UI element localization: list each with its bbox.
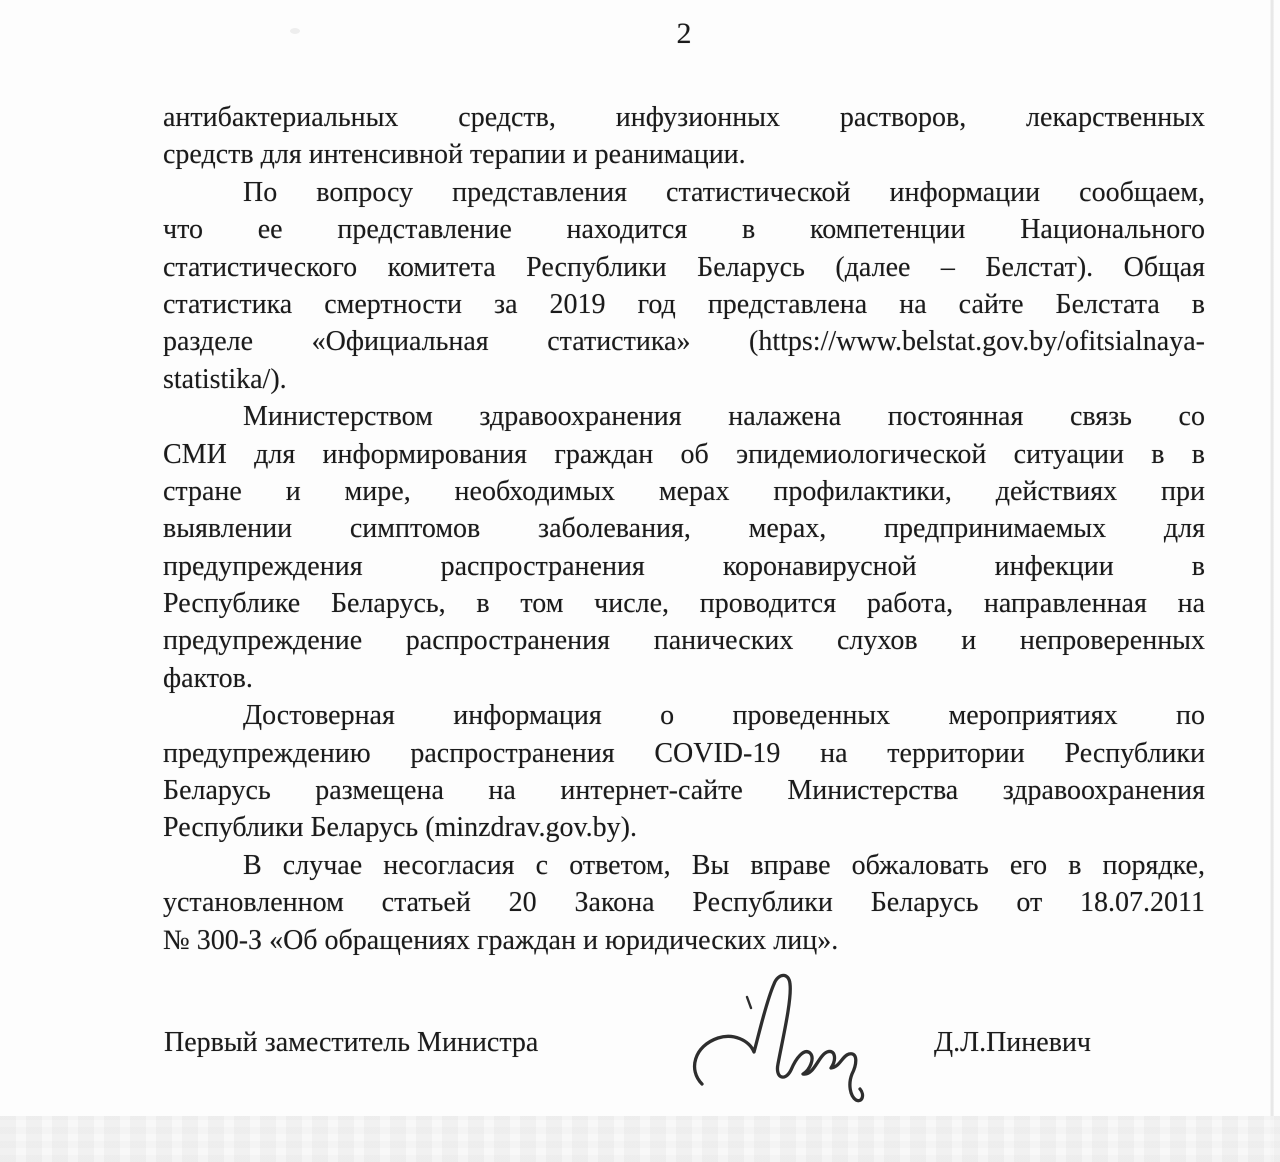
text-line: статистического комитета Республики Беларусь (далее – Белстат). Общая bbox=[163, 251, 1205, 283]
text-line: statistika/). bbox=[163, 363, 287, 395]
text-line: фактов. bbox=[163, 662, 253, 694]
paragraph bbox=[163, 99, 1205, 174]
paragraph bbox=[163, 697, 1205, 847]
text-line: установленном статьей 20 Закона Республики Беларусь от 18.07.2011 bbox=[163, 887, 1205, 919]
text-line: предупреждения распространения коронавирусной инфекции в bbox=[163, 550, 1205, 582]
text-line: Достоверная информация о проведенных мероприятиях по bbox=[243, 700, 1205, 732]
text-line: Министерством здравоохранения налажена постоянная связь со bbox=[243, 401, 1205, 433]
text-line: стране и мире, необходимых мерах профилактики, действиях при bbox=[163, 475, 1205, 507]
paragraph bbox=[163, 398, 1205, 697]
text-line: СМИ для информирования граждан об эпидемиологической ситуации в в bbox=[163, 438, 1205, 470]
text-line: предупреждению распространения COVID-19 на территории Республики bbox=[163, 737, 1205, 769]
text-line: разделе «Официальная статистика» (https://www.belstat.gov.by/ofitsialnaya- bbox=[163, 326, 1205, 358]
paragraph bbox=[163, 847, 1205, 959]
signatory-title: Первый заместитель Министра bbox=[164, 1027, 539, 1058]
text-line: По вопросу представления статистической информации сообщаем, bbox=[243, 176, 1205, 208]
text-line: средств для интенсивной терапии и реанимации. bbox=[163, 139, 746, 171]
text-line: В случае несогласия с ответом, Вы вправе обжаловать его в порядке, bbox=[243, 849, 1205, 881]
text-line: № 300-З «Об обращениях граждан и юридических лиц». bbox=[163, 924, 839, 956]
text-line: статистика смертности за 2019 год представлена на сайте Белстата в bbox=[163, 288, 1205, 320]
text-line: Беларусь размещена на интернет-сайте Министерства здравоохранения bbox=[163, 775, 1205, 807]
scan-smudge-artifact bbox=[290, 28, 300, 34]
document-body-text bbox=[163, 99, 1205, 959]
text-line: предупреждение распространения панических слухов и непроверенных bbox=[163, 625, 1205, 657]
text-line: Республике Беларусь, в том числе, проводится работа, направленная на bbox=[163, 588, 1205, 620]
text-line: что ее представление находится в компетенции Национального bbox=[163, 214, 1205, 246]
scan-bottom-texture-artifact bbox=[0, 1116, 1280, 1162]
handwritten-signature-icon bbox=[688, 972, 873, 1114]
text-line: антибактериальных средств, инфузионных растворов, лекарственных bbox=[163, 102, 1205, 133]
scan-edge-artifact bbox=[1270, 0, 1274, 1162]
page-number: 2 bbox=[676, 17, 692, 50]
paragraph bbox=[163, 174, 1205, 398]
signatory-name: Д.Л.Пиневич bbox=[934, 1027, 1091, 1058]
text-line: Республики Беларусь (minzdrav.gov.by). bbox=[163, 812, 637, 844]
text-line: выявлении симптомов заболевания, мерах, предпринимаемых для bbox=[163, 513, 1205, 545]
